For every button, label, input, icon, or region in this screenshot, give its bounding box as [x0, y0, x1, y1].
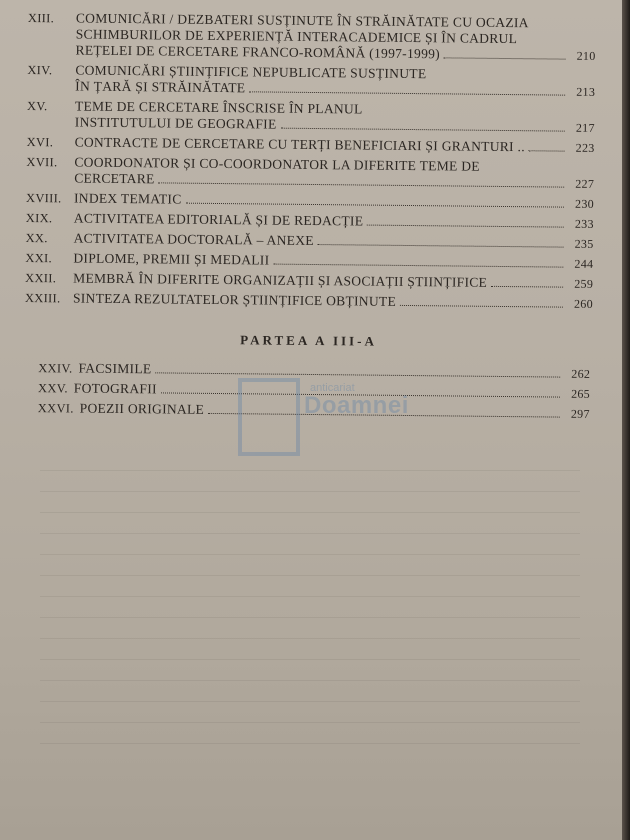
toc-entry-title: CERCETARE — [74, 170, 155, 187]
toc-page-number: 233 — [574, 216, 594, 231]
toc-page-number: 213 — [576, 84, 596, 99]
toc-entry — [27, 10, 595, 64]
toc-entry-number: XXIII. — [24, 290, 61, 306]
watermark-frame-icon — [238, 378, 300, 456]
toc-leader-dots — [444, 57, 566, 59]
toc-entry-title: MEMBRĂ ÎN DIFERITE ORGANIZAȚII ȘI ASOCIAȚII ȘTIINȚIFICE — [73, 270, 488, 290]
toc-entry-title: FACSIMILE — [78, 360, 152, 377]
toc-page-number: 262 — [571, 366, 591, 381]
toc-entry-title: FOTOGRAFII — [73, 380, 157, 397]
toc-page-number: 223 — [575, 140, 595, 155]
toc-leader-dots — [491, 286, 563, 288]
toc-entry-body — [75, 11, 595, 64]
toc-entry-title: POEZII ORIGINALE — [79, 400, 205, 417]
toc-entry-title: INSTITUTULUI DE GEOGRAFIE — [74, 114, 277, 132]
toc-page-number: 259 — [574, 276, 594, 291]
toc-entry — [26, 154, 594, 192]
toc-entry-number: XXI. — [25, 250, 53, 266]
toc-entry-title: COMUNICĂRI / DEZBATERI SUSȚINUTE ÎN STRĂINĂTATE CU OCAZIA — [75, 10, 529, 31]
toc-entry-number: XVIII. — [25, 190, 62, 206]
toc-entry-number: XIX. — [25, 210, 53, 226]
toc-leader-dots — [159, 182, 565, 187]
toc-page-number: 235 — [574, 236, 594, 251]
toc-entry-title: ÎN ȚARĂ ȘI STRĂINĂTATE — [75, 78, 246, 96]
toc-page-number: 210 — [576, 48, 596, 63]
toc-page-number: 230 — [575, 196, 595, 211]
toc-entry-number: XXII. — [25, 270, 57, 286]
toc-entry-title: REȚELEI DE CERCETARE FRANCO-ROMÂNĂ (1997-1999) — [75, 42, 441, 62]
toc-leader-dots — [273, 264, 563, 268]
toc-leader-dots — [281, 128, 565, 132]
toc-entry-body — [75, 62, 595, 99]
toc-page-number: 297 — [570, 406, 590, 421]
toc-entry-title: DIPLOME, PREMII ȘI MEDALII — [73, 250, 270, 268]
toc-leader-dots — [367, 225, 564, 228]
watermark-logo — [238, 378, 409, 458]
toc-entry-body — [75, 98, 595, 135]
table-of-contents — [24, 10, 596, 426]
toc-leader-dots — [155, 372, 560, 377]
toc-entry — [27, 98, 595, 136]
toc-entry-number: XV. — [26, 98, 48, 114]
toc-leader-dots — [249, 91, 565, 95]
toc-entry-title: INDEX TEMATIC — [73, 190, 182, 207]
toc-leader-dots — [186, 203, 564, 208]
toc-entry-title: ACTIVITATEA EDITORIALĂ ȘI DE REDACȚIE — [73, 210, 364, 229]
show-through-text — [40, 470, 580, 810]
toc-page-number: 244 — [574, 256, 594, 271]
toc-entry-title: SINTEZA REZULTATELOR ȘTIINȚIFICE OBȚINUTE — [72, 290, 397, 309]
toc-entry-title: CONTRACTE DE CERCETARE CU TERȚI BENEFICIARI ȘI GRANTURI .. — [74, 134, 526, 155]
toc-entry-title: TEME DE CERCETARE ÎNSCRISE ÎN PLANUL — [74, 98, 363, 117]
toc-entry-number: XIII. — [27, 10, 55, 26]
toc-entry-title: SCHIMBURILOR DE EXPERIENȚĂ INTERACADEMICE ȘI ÎN CADRUL — [75, 26, 518, 47]
toc-entry-number: XVI. — [26, 134, 54, 150]
watermark-small-text: anticariat — [310, 382, 355, 394]
watermark-big-text: Doamnei — [304, 392, 409, 419]
toc-entry-number: XXIV. — [38, 361, 73, 376]
book-spine-shadow — [622, 0, 630, 840]
toc-entry-title: ACTIVITATEA DOCTORALĂ – ANEXE — [73, 230, 314, 249]
toc-entry-body — [74, 154, 594, 191]
part-heading: PARTEA A III-A — [240, 332, 377, 349]
toc-leader-dots — [400, 305, 563, 308]
toc-entry — [27, 62, 595, 100]
toc-page-number: 217 — [575, 120, 595, 135]
toc-page-number: 260 — [573, 296, 594, 311]
toc-entry-title: COMUNICĂRI ȘTIINȚIFICE NEPUBLICATE SUSȚINUTE — [75, 62, 427, 82]
toc-entries — [25, 10, 596, 316]
toc-page-number: 227 — [575, 176, 595, 191]
toc-entry-number: XVII. — [26, 154, 58, 170]
toc-entry-number: XXV. — [37, 381, 68, 396]
toc-entry-number: XXVI. — [37, 401, 74, 416]
toc-page-number: 265 — [571, 386, 591, 401]
toc-leader-dots — [529, 150, 565, 151]
toc-entry-title: COORDONATOR ȘI CO-COORDONATOR LA DIFERITE TEME DE — [74, 154, 480, 174]
toc-entry-number: XX. — [25, 230, 48, 246]
toc-leader-dots — [318, 244, 564, 248]
toc-entry-number: XIV. — [27, 62, 53, 78]
